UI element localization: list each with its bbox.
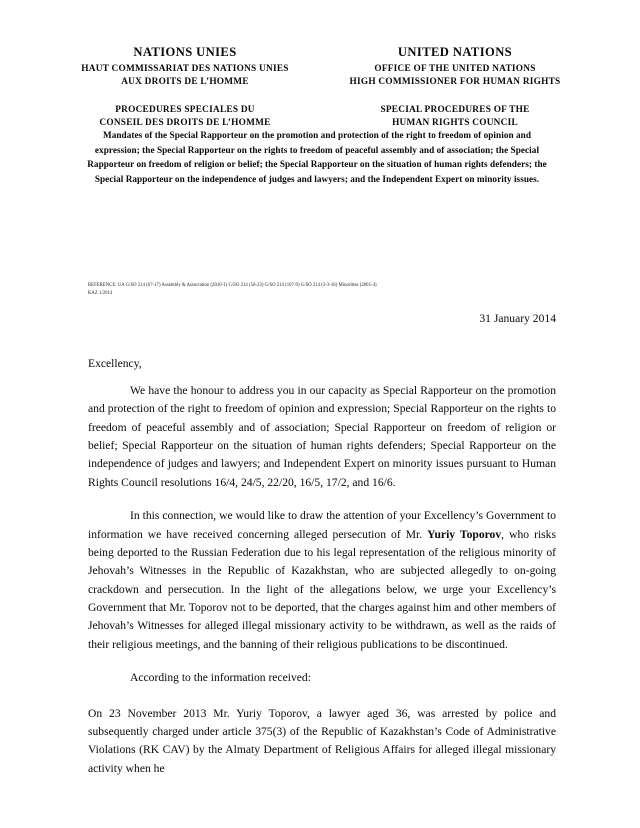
letter-date: 31 January 2014 bbox=[479, 312, 556, 325]
information-received-heading: According to the information received: bbox=[130, 671, 311, 685]
body-paragraph-2 bbox=[88, 507, 556, 654]
body-paragraph-2-text-before-name: In this connection, we would like to draw the attention of your Excellency’s Government to information we have received concerning alleged persecution of Mr. bbox=[88, 509, 556, 541]
reference-line-2: KAZ 1/2014 bbox=[88, 290, 113, 296]
organization-subtitle-english-line2: HIGH COMMISSIONER FOR HUMAN RIGHTS bbox=[349, 76, 561, 87]
organization-subtitle-english-line1: OFFICE OF THE UNITED NATIONS bbox=[374, 63, 536, 74]
special-procedures-english-line1: SPECIAL PROCEDURES OF THE bbox=[380, 104, 530, 115]
body-paragraph-2-text-after-name: , who risks being deported to the Russian Federation due to his legal representation of the religious minority of Jehovah’s Witnesses in the Republic of Kazakhstan, who are subjected allegedly to on-going crackdown and persecution. In the light of the allegations below, we urge your Excellency’s Government that Mr. Toporov not to be deported, that the charges against him and other members of Jehovah’s Witnesses for alleged illegal missionary activity to be withdrawn, as well as the raids of their religious meetings, and the banning of their religious publications to be discontinued. bbox=[88, 527, 556, 651]
organization-subtitle-french-line1: HAUT COMMISSARIAT DES NATIONS UNIES bbox=[81, 63, 289, 74]
masthead-column-french bbox=[56, 44, 314, 131]
masthead-column-english bbox=[326, 44, 584, 131]
special-procedures-french-line1: PROCEDURES SPECIALES DU bbox=[115, 104, 255, 115]
reference-line-1: REFERENCE: UA G/SO 214 (67-17) Assembly & Association (2010-1) G/SO 214 (56-23) G/SO 214 (107-9) G/SO 214 (3-3-16) Minorities (2005-4) bbox=[88, 283, 377, 288]
mandates-statement: Mandates of the Special Rapporteur on the promotion and protection of the right to freedom of opinion and expression; the Special Rapporteur on the rights to freedom of peaceful assembly and of association; the Special Rapporteur on freedom of religion or belief; the Special Rapporteur on the situation of human rights defenders; the Special Rapporteur on the independence of judges and lawyers; and the Independent Expert on minority issues. bbox=[87, 130, 547, 184]
organization-title-english: UNITED NATIONS bbox=[397, 45, 513, 59]
body-paragraph-1: We have the honour to address you in our capacity as Special Rapporteur on the promotion and protection of the right to freedom of opinion and expression; Special Rapporteur on the rights to freedom of peaceful assembly and of association; Special Rapporteur on freedom of religion or belief; Special Rapporteur on the situation of human rights defenders; Special Rapporteur on the independence of judges and lawyers; and Independent Expert on minority issues pursuant to Human Rights Council resolutions 16/4, 24/5, 22/20, 16/5, 17/2, and 16/6. bbox=[88, 384, 556, 489]
reference-block bbox=[88, 282, 558, 298]
special-procedures-block-english bbox=[326, 104, 584, 131]
letter-body bbox=[88, 382, 556, 778]
special-procedures-block-french bbox=[56, 104, 314, 131]
organization-title-french: NATIONS UNIES bbox=[133, 45, 237, 59]
document-masthead bbox=[56, 44, 584, 131]
special-procedures-english-line2: HUMAN RIGHTS COUNCIL bbox=[392, 118, 518, 129]
letter-salutation: Excellency, bbox=[88, 357, 142, 370]
subject-person-name: Yuriy Toporov bbox=[427, 527, 502, 541]
special-procedures-french-line2: CONSEIL DES DROITS DE L’HOMME bbox=[99, 118, 271, 129]
organization-subtitle-french-line2: AUX DROITS DE L’HOMME bbox=[121, 76, 249, 87]
allegation-paragraph-1: On 23 November 2013 Mr. Yuriy Toporov, a lawyer aged 36, was arrested by police and subsequently charged under article 375(3) of the Republic of Kazakhstan’s Code of Administrative Violations (RK CAV) by the Almaty Department of Religious Affairs for alleged illegal missionary activity when he bbox=[88, 706, 556, 775]
